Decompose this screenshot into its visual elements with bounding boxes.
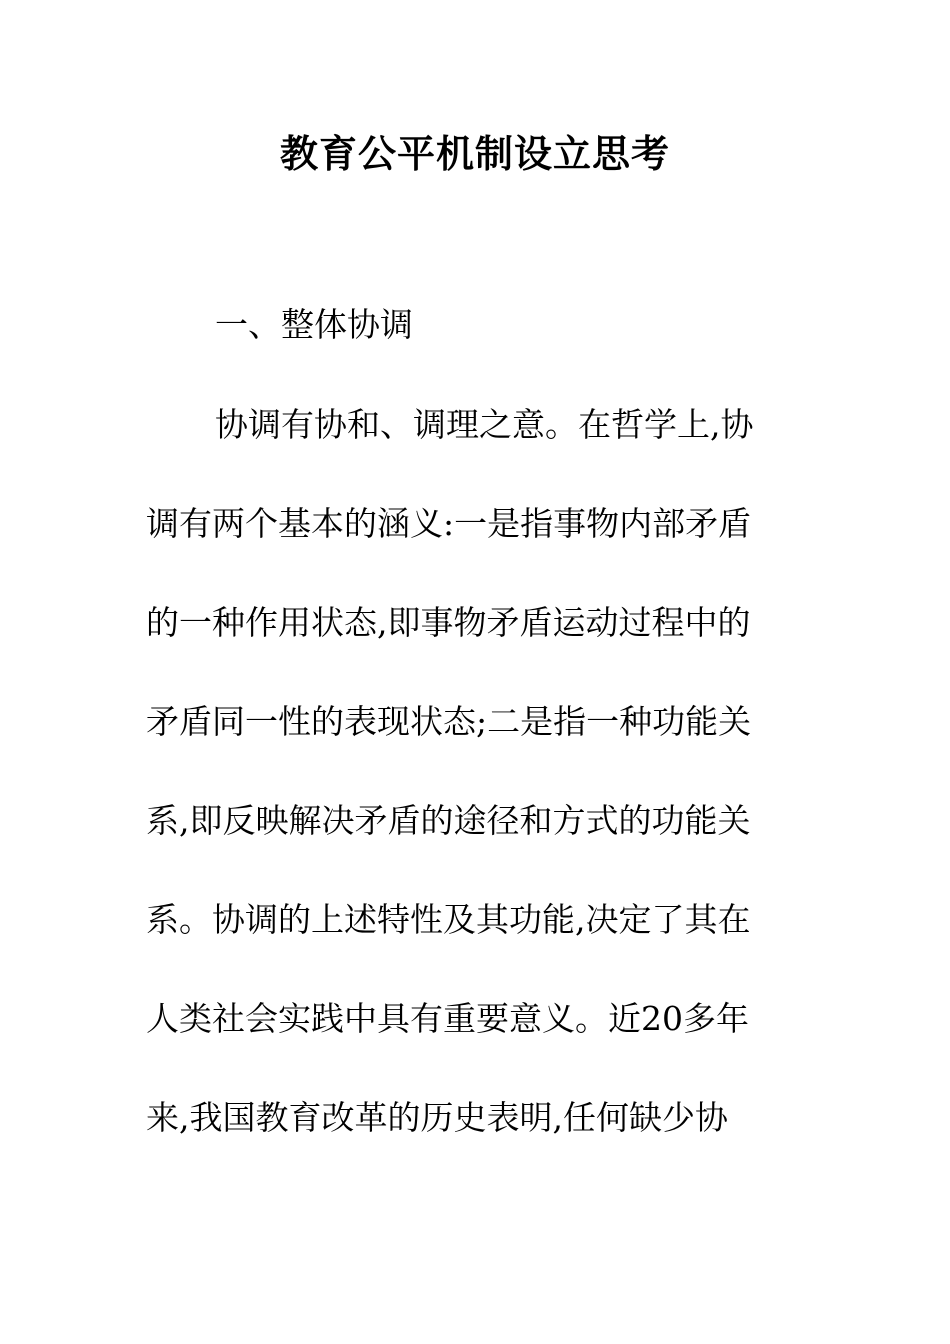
paragraph-line: 矛盾同一性的表现状态;二是指一种功能关	[146, 702, 752, 741]
paragraph-line: 系,即反映解决矛盾的途径和方式的功能关	[146, 801, 751, 840]
paragraph-line: 来,我国教育改革的历史表明,任何缺少协	[146, 1098, 728, 1137]
document-title: 教育公平机制设立思考	[279, 131, 670, 176]
paragraph-line: 的一种作用状态,即事物矛盾运动过程中的	[146, 603, 751, 642]
paragraph-line: 调有两个基本的涵义:一是指事物内部矛盾	[146, 504, 752, 543]
paragraph-line: 协调有协和、调理之意。在哲学上,协	[215, 405, 754, 444]
paragraph-line: 人类社会实践中具有重要意义。近20多年	[146, 999, 749, 1038]
paragraph-line: 系。协调的上述特性及其功能,决定了其在	[146, 900, 751, 939]
section-heading: 一、整体协调	[215, 305, 413, 344]
